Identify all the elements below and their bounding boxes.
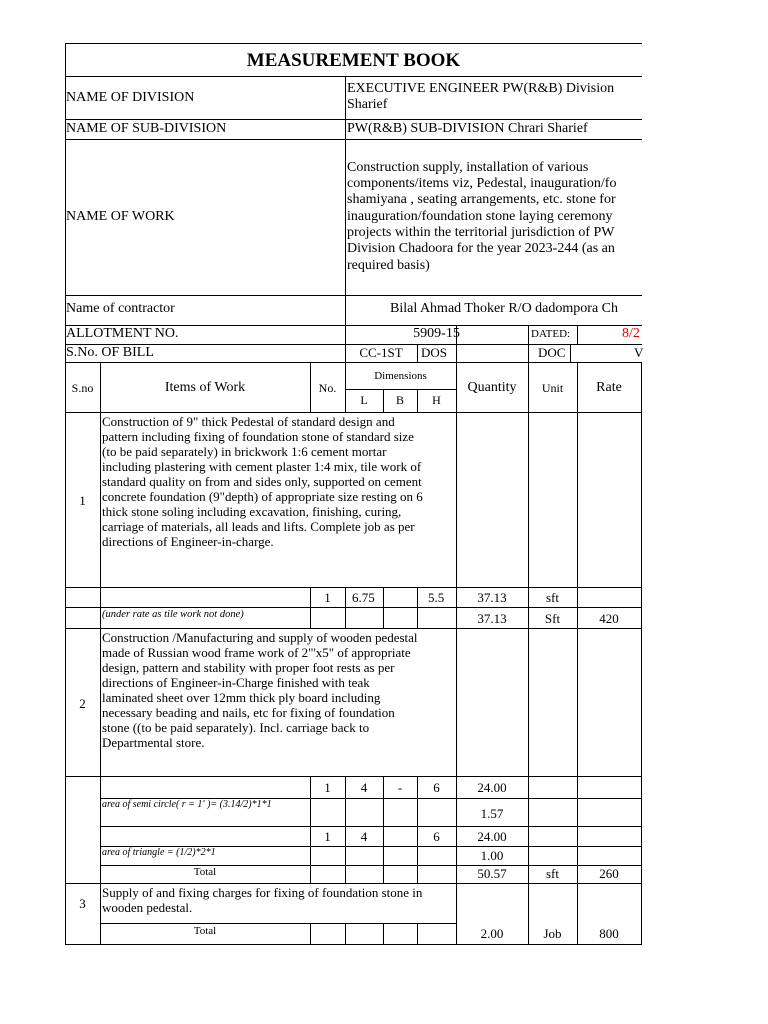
rule bbox=[383, 587, 384, 628]
column-header-dimensions: Dimensions bbox=[374, 370, 427, 382]
cell-total-label: Total bbox=[193, 866, 217, 878]
rule bbox=[100, 923, 456, 924]
cell-quantity: 50.57 bbox=[477, 866, 507, 881]
item-description-line: thick stone soling including excavation, finishing, curing, bbox=[102, 504, 402, 519]
rule bbox=[345, 587, 346, 628]
item-description-line: design, pattern and stability with proper foot rests as per bbox=[102, 660, 395, 675]
item-description-line: directions of Engineer-in-charge. bbox=[102, 534, 274, 549]
work-line: Division Chadoora for the year 2023-244 (as an bbox=[347, 241, 615, 256]
rule bbox=[65, 119, 642, 120]
work-line: Construction supply, installation of various bbox=[347, 160, 589, 175]
cell-h: 6 bbox=[433, 780, 440, 795]
cell-quantity: 37.13 bbox=[477, 611, 507, 626]
rule bbox=[310, 923, 311, 944]
cell-h: 5.5 bbox=[428, 590, 445, 605]
rule bbox=[345, 923, 346, 944]
rule bbox=[417, 923, 418, 944]
rule bbox=[570, 344, 571, 362]
item-description-line: pattern including fixing of foundation stone of standard size bbox=[102, 429, 414, 444]
cell-note: area of triangle = (1/2)*2*1 bbox=[102, 847, 216, 858]
rule bbox=[65, 43, 642, 44]
rule bbox=[65, 883, 642, 884]
item-description-line: (to be paid separately) in brickwork 1:6 cement mortar bbox=[102, 444, 387, 459]
doc-label: DOC bbox=[538, 345, 566, 360]
work-line: components/items viz, Pedestal, inauguration/fo bbox=[347, 176, 617, 191]
item-description-line: carriage of materials, all leads and lifts. Complete job as per bbox=[102, 519, 415, 534]
cell-quantity: 37.13 bbox=[477, 590, 507, 605]
cell-h: 6 bbox=[433, 829, 440, 844]
rule bbox=[641, 362, 642, 944]
work-label: NAME OF WORK bbox=[66, 209, 175, 224]
dated-value: 8/2 bbox=[622, 326, 640, 341]
rule bbox=[65, 362, 642, 363]
cell-rate: 260 bbox=[599, 866, 619, 881]
column-header-h: H bbox=[432, 393, 441, 407]
cell-quantity: 2.00 bbox=[480, 926, 504, 941]
cell-no: 1 bbox=[324, 590, 331, 605]
contractor-value: Bilal Ahmad Thoker R/O dadompora Ch bbox=[390, 301, 618, 316]
subdivision-value: PW(R&B) SUB-DIVISION Chrari Sharief bbox=[347, 121, 588, 136]
rule bbox=[65, 76, 642, 77]
column-header-b: B bbox=[395, 393, 404, 407]
rule bbox=[345, 389, 456, 390]
subdivision-label: NAME OF SUB-DIVISION bbox=[66, 121, 227, 136]
rule bbox=[65, 628, 642, 629]
work-line: inauguration/foundation stone laying ceremony bbox=[347, 209, 613, 224]
allotment-value: 5909-15 bbox=[413, 326, 460, 341]
column-header-quantity: Quantity bbox=[467, 380, 517, 395]
column-header-sno: S.no bbox=[71, 381, 94, 395]
column-header-no: No. bbox=[318, 381, 337, 395]
cell-rate: 800 bbox=[599, 926, 619, 941]
item-description-line: necessary beading and nails, etc for fixing of foundation bbox=[102, 705, 395, 720]
rule bbox=[417, 344, 418, 362]
cell-unit: Sft bbox=[544, 611, 561, 626]
cell-note: area of semi circle( r = 1' )= (3.14/2)*1*1 bbox=[102, 799, 272, 810]
rule bbox=[100, 865, 642, 866]
doc-value: V bbox=[634, 345, 644, 360]
item-description-line: Construction /Manufacturing and supply of wooden pedestal bbox=[102, 630, 418, 645]
cell-quantity: 1.57 bbox=[480, 806, 504, 821]
column-header-l: L bbox=[360, 393, 368, 407]
column-header-unit: Unit bbox=[541, 381, 564, 395]
item-description-line: Supply of and fixing charges for fixing of foundation stone in bbox=[102, 885, 423, 900]
rule bbox=[65, 944, 642, 945]
cell-note: (under rate as tile work not done) bbox=[102, 609, 244, 620]
cell-b: - bbox=[397, 780, 403, 795]
item-description-line: concrete foundation (9"depth) of appropriate size resting on 6 bbox=[102, 489, 423, 504]
cell-unit: sft bbox=[546, 590, 559, 605]
item-description-line: wooden pedestal. bbox=[102, 900, 193, 915]
rule bbox=[383, 923, 384, 944]
item-description-line: laminated sheet over 12mm thick ply board including bbox=[102, 690, 381, 705]
item-sno: 3 bbox=[79, 896, 86, 911]
cell-unit: sft bbox=[546, 866, 559, 881]
dated-label: DATED: bbox=[531, 328, 571, 340]
cell-total-label: Total bbox=[193, 925, 217, 937]
rule bbox=[65, 776, 642, 777]
item-description-line: Departmental store. bbox=[102, 735, 205, 750]
cell-quantity: 24.00 bbox=[477, 780, 507, 795]
rule bbox=[345, 76, 346, 362]
cell-unit: Job bbox=[543, 926, 562, 941]
rule bbox=[65, 412, 642, 413]
rule bbox=[65, 139, 642, 140]
bill-value: CC-1ST bbox=[359, 345, 403, 360]
cell-l: 4 bbox=[360, 829, 368, 844]
rule bbox=[100, 826, 642, 827]
cell-quantity: 1.00 bbox=[480, 848, 504, 863]
item-description-line: directions of Engineer-in-Charge finished with teak bbox=[102, 675, 370, 690]
cell-no: 1 bbox=[324, 780, 331, 795]
item-sno: 2 bbox=[79, 696, 86, 711]
column-header-items: Items of Work bbox=[164, 380, 246, 395]
work-line: projects within the territorial jurisdiction of PW bbox=[347, 225, 615, 240]
division-label: NAME OF DIVISION bbox=[66, 90, 195, 105]
contractor-label: Name of contractor bbox=[66, 301, 175, 316]
work-line: shamiyana , seating arrangements, etc. stone for bbox=[347, 192, 616, 207]
rule bbox=[65, 295, 642, 296]
cell-quantity: 24.00 bbox=[477, 829, 507, 844]
rule bbox=[65, 587, 642, 588]
column-header-rate: Rate bbox=[596, 380, 622, 395]
item-description-line: Construction of 9" thick Pedestal of standard design and bbox=[102, 414, 395, 429]
item-description-line: stone ((to be paid separately). Incl. carriage back to bbox=[102, 720, 370, 735]
cell-no: 1 bbox=[324, 829, 331, 844]
division-value-cont: Sharief bbox=[347, 97, 388, 112]
cell-l: 6.75 bbox=[352, 590, 375, 605]
rule bbox=[100, 362, 101, 944]
rule bbox=[528, 362, 529, 944]
dos-label: DOS bbox=[421, 345, 448, 360]
allotment-label: ALLOTMENT NO. bbox=[66, 326, 179, 341]
bill-label: S.No. OF BILL bbox=[66, 345, 154, 360]
cell-rate: 420 bbox=[599, 611, 619, 626]
work-line: required basis) bbox=[347, 258, 430, 273]
rule bbox=[577, 362, 578, 944]
item-description-line: including plastering with cement plaster 1:4 mix, tile work of bbox=[102, 459, 422, 474]
rule bbox=[417, 587, 418, 628]
cell-l: 4 bbox=[360, 780, 368, 795]
item-sno: 1 bbox=[79, 493, 86, 508]
rule bbox=[528, 325, 529, 362]
division-value: EXECUTIVE ENGINEER PW(R&B) Division bbox=[347, 81, 615, 96]
page-title: MEASUREMENT BOOK bbox=[246, 50, 461, 71]
item-description-line: standard quality on from and sides only, supported on cement bbox=[102, 474, 422, 489]
rule bbox=[577, 325, 578, 344]
rule bbox=[65, 607, 642, 608]
item-description-line: made of Russian wood frame work of 2"'x5" of appropriate bbox=[102, 645, 411, 660]
